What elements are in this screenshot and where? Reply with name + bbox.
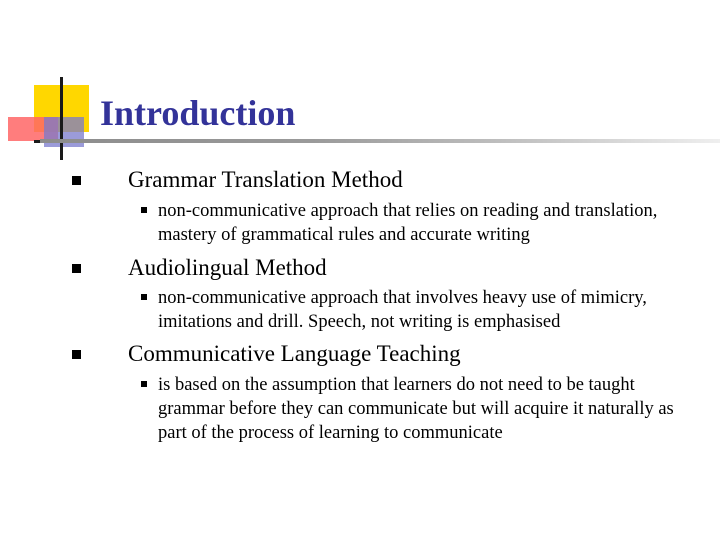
square-bullet-icon [141,294,147,300]
corner-decoration [0,0,110,170]
page-title: Introduction [100,93,296,133]
square-bullet-icon [72,176,81,185]
bullet-heading: Grammar Translation Method [128,167,403,192]
square-bullet-icon [72,350,81,359]
bullet-heading: Audiolingual Method [128,255,327,280]
square-bullet-icon [141,381,147,387]
sub-bullet-grammar-translation [158,199,703,247]
sub-bullet-text: non-communicative approach that relies on reading and translation, mastery of grammatical rules and accurate writing [158,201,658,245]
title-underline [40,139,720,143]
sub-bullet-text: non-communicative approach that involves heavy use of mimicry, imitations and drill. Speech, not writing is emphasised [158,288,647,332]
sub-bullet-text: is based on the assumption that learners do not need to be taught grammar before they can communicate but will acquire it naturally as part of the process of learning to communicate [158,375,674,443]
sub-bullet-audiolingual [158,286,703,334]
bullet-heading: Communicative Language Teaching [128,341,461,366]
sub-bullet-communicative [158,373,703,445]
vertical-line [60,77,63,160]
square-bullet-icon [72,264,81,273]
square-bullet-icon [141,207,147,213]
